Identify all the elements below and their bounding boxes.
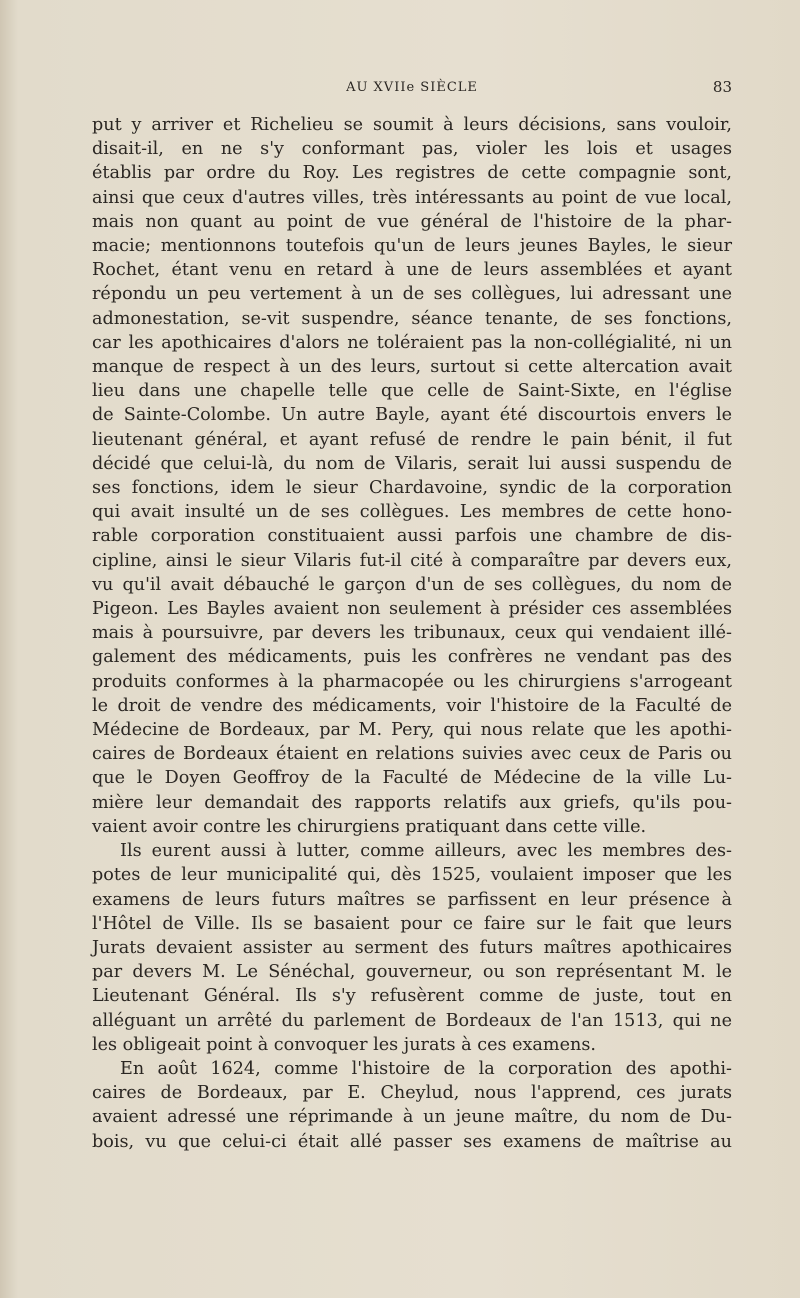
text-line: ainsi que ceux d'autres villes, très intéressants au point de vue local,	[92, 187, 732, 208]
text-line: potes de leur municipalité qui, dès 1525, voulaient imposer que les	[92, 865, 732, 886]
text-line: admonestation, se-vit suspendre, séance tenante, de ses fonctions,	[92, 308, 732, 329]
text-line: avaient adressé une réprimande à un jeune maître, du nom de Du-	[92, 1107, 732, 1128]
text-line: disait-il, en ne s'y conformant pas, violer les lois et usages	[92, 139, 732, 160]
text-line: établis par ordre du Roy. Les registres de cette compagnie sont,	[92, 163, 732, 184]
text-line: manque de respect à un des leurs, surtout si cette altercation avait	[92, 357, 732, 378]
text-line: produits conformes à la pharmacopée ou les chirurgiens s'arrogeant	[92, 671, 732, 692]
text-line: décidé que celui-là, du nom de Vilaris, serait lui aussi suspendu de	[92, 453, 732, 474]
running-title: AU XVIIe SIÈCLE	[346, 80, 478, 95]
text-line: alléguant un arrêté du parlement de Bordeaux de l'an 1513, qui ne	[92, 1010, 732, 1031]
text-line: mais non quant au point de vue général de l'histoire de la phar-	[92, 211, 732, 232]
text-line: par devers M. Le Sénéchal, gouverneur, ou son représentant M. le	[92, 962, 732, 983]
text-line: ses fonctions, idem le sieur Chardavoine, syndic de la corporation	[92, 478, 732, 499]
text-line: que le Doyen Geoffroy de la Faculté de Médecine de la ville Lu-	[92, 768, 732, 789]
text-line: l'Hôtel de Ville. Ils se basaient pour ce faire sur le fait que leurs	[92, 913, 732, 934]
text-line: lieu dans une chapelle telle que celle de Saint-Sixte, en l'église	[92, 381, 732, 402]
text-line: cipline, ainsi le sieur Vilaris fut-il cité à comparaître par devers eux,	[92, 550, 732, 571]
text-line: mais à poursuivre, par devers les tribunaux, ceux qui vendaient illé-	[92, 623, 732, 644]
text-line: car les apothicaires d'alors ne toléraient pas la non-collégialité, ni un	[92, 332, 732, 353]
text-line: Ils eurent aussi à lutter, comme ailleurs, avec les membres des-	[120, 841, 732, 862]
running-header	[92, 78, 732, 102]
text-line: bois, vu que celui-ci était allé passer ses examens de maîtrise au	[92, 1131, 732, 1152]
body-text	[92, 113, 732, 1154]
text-line: Rochet, étant venu en retard à une de leurs assemblées et ayant	[92, 260, 732, 281]
text-line: Médecine de Bordeaux, par M. Pery, qui nous relate que les apothi-	[92, 720, 732, 741]
text-line: rable corporation constituaient aussi parfois une chambre de dis-	[92, 526, 732, 547]
text-line: le droit de vendre des médicaments, voir l'histoire de la Faculté de	[92, 695, 732, 716]
text-line: lieutenant général, et ayant refusé de rendre le pain bénit, il fut	[92, 429, 732, 450]
text-line: examens de leurs futurs maîtres se parfissent en leur présence à	[92, 889, 732, 910]
text-line: caires de Bordeaux, par E. Cheylud, nous l'apprend, ces jurats	[92, 1083, 732, 1104]
text-line: caires de Bordeaux étaient en relations suivies avec ceux de Paris ou	[92, 744, 732, 765]
text-line: les obligeait point à convoquer les jurats à ces examens.	[92, 1034, 596, 1055]
text-line: macie; mentionnons toutefois qu'un de leurs jeunes Bayles, le sieur	[92, 236, 732, 257]
text-line: mière leur demandait des rapports relatifs aux griefs, qu'ils pou-	[92, 792, 732, 813]
text-line: vaient avoir contre les chirurgiens pratiquant dans cette ville.	[92, 816, 647, 837]
text-line: Pigeon. Les Bayles avaient non seulement à présider ces assemblées	[92, 599, 732, 620]
text-line: put y arriver et Richelieu se soumit à leurs décisions, sans vouloir,	[92, 115, 732, 135]
text-line: En août 1624, comme l'histoire de la corporation des apothi-	[120, 1058, 732, 1079]
text-line: galement des médicaments, puis les confrères ne vendant pas des	[92, 647, 732, 668]
text-line: de Sainte-Colombe. Un autre Bayle, ayant été discourtois envers le	[92, 405, 732, 426]
text-line: répondu un peu vertement à un de ses collègues, lui adressant une	[92, 284, 732, 305]
text-line: Jurats devaient assister au serment des futurs maîtres apothicaires	[92, 937, 732, 958]
text-line: qui avait insulté un de ses collègues. Les membres de cette hono-	[92, 502, 732, 523]
text-line: Lieutenant Général. Ils s'y refusèrent comme de juste, tout en	[92, 986, 732, 1007]
page-number: 83	[712, 78, 732, 96]
text-line: vu qu'il avait débauché le garçon d'un de ses collègues, du nom de	[92, 574, 732, 595]
